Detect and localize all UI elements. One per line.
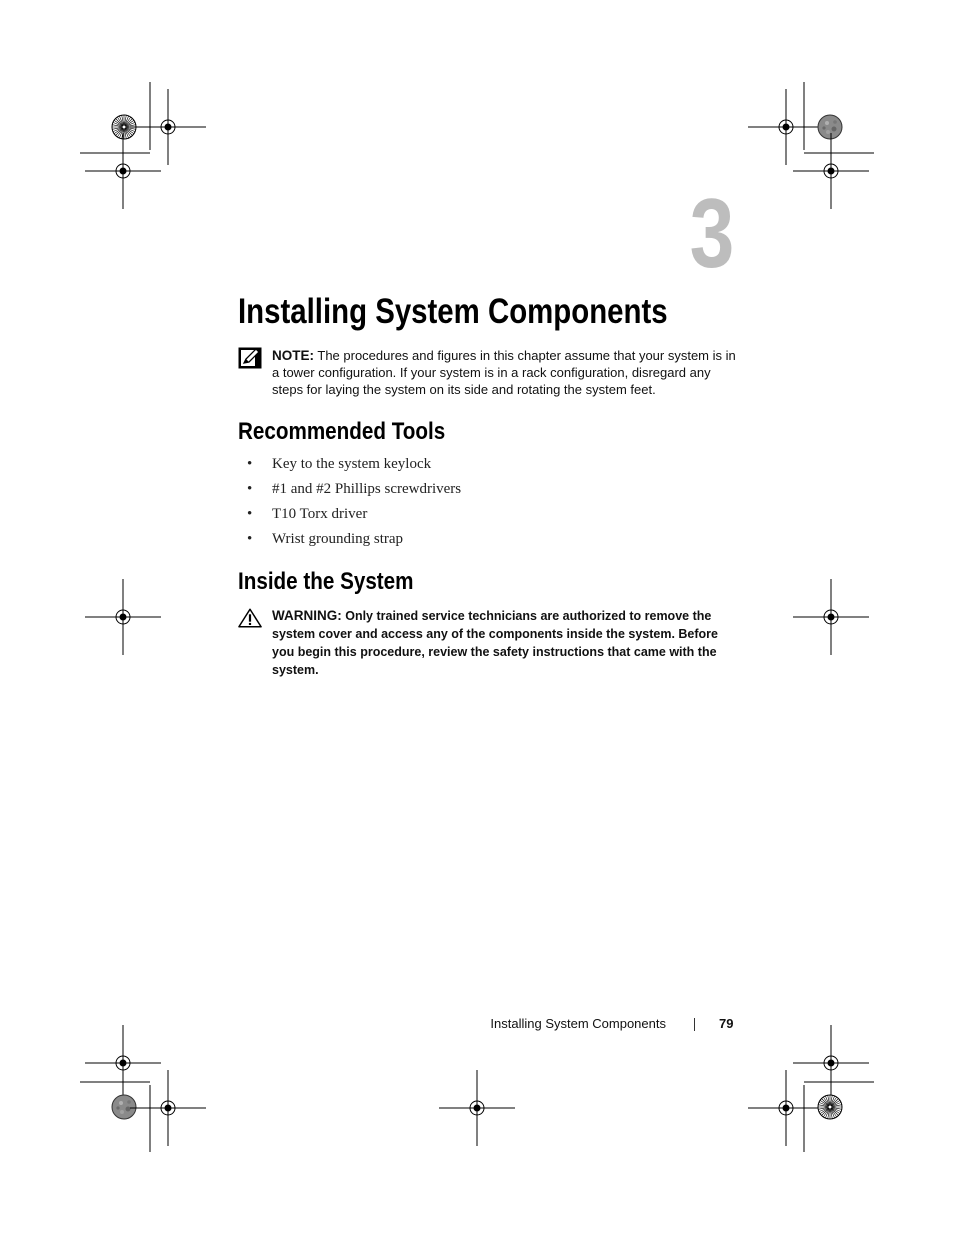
chapter-number: 3 bbox=[689, 178, 735, 288]
note-label: NOTE: bbox=[272, 348, 314, 363]
note-text: The procedures and figures in this chapter assume that your system is in a tower configuration. If your system is in a rack configuration, disregard any steps for laying the system on its side and rotating the system feet. bbox=[272, 348, 736, 397]
warning-label: WARNING: bbox=[272, 608, 342, 623]
note-callout bbox=[238, 347, 738, 398]
warning-triangle-icon bbox=[238, 607, 262, 629]
bullet: • bbox=[247, 481, 253, 497]
inside-system-heading: Inside the System bbox=[238, 568, 414, 595]
warning-callout bbox=[238, 607, 738, 679]
tools-list bbox=[238, 452, 461, 552]
page-number: 79 bbox=[719, 1016, 734, 1031]
list-item bbox=[238, 452, 461, 477]
tool-item-text: Wrist grounding strap bbox=[272, 531, 404, 547]
bullet: • bbox=[247, 456, 253, 472]
bullet: • bbox=[247, 506, 253, 522]
tool-item-text: T10 Torx driver bbox=[272, 506, 368, 522]
list-item bbox=[238, 527, 461, 552]
list-item bbox=[238, 477, 461, 502]
bullet: • bbox=[247, 531, 253, 547]
footer-chapter-title: Installing System Components bbox=[490, 1016, 666, 1031]
recommended-tools-heading: Recommended Tools bbox=[238, 418, 446, 445]
footer-divider bbox=[694, 1018, 695, 1031]
pencil-note-icon bbox=[238, 347, 262, 369]
list-item bbox=[238, 502, 461, 527]
warning-text: Only trained service technicians are authorized to remove the system cover and access any of the components inside the system. Before you begin this procedure, review the safety instructions that came with the system. bbox=[272, 609, 718, 677]
tool-item-text: #1 and #2 Phillips screwdrivers bbox=[272, 481, 462, 497]
tool-item-text: Key to the system keylock bbox=[272, 456, 432, 472]
chapter-title: Installing System Components bbox=[238, 292, 668, 331]
